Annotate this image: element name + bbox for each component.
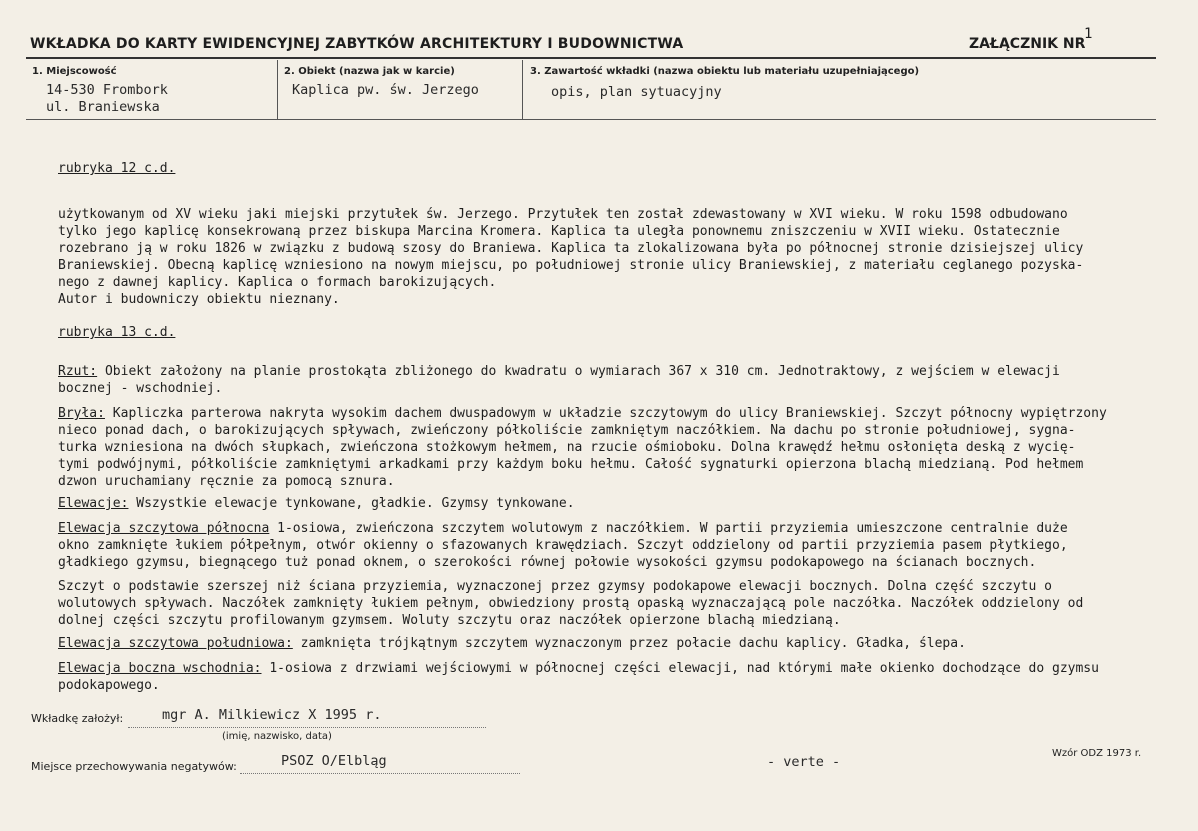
form-version: Wzór ODZ 1973 r. xyxy=(1052,748,1142,759)
field-1-label: 1. Miejscowość xyxy=(32,66,117,77)
verte-note: - verte - xyxy=(767,754,841,770)
negatives-value: PSOZ O/Elbląg xyxy=(281,753,387,769)
bryla-label: Bryła: xyxy=(58,406,105,421)
field-3-value: opis, plan sytuacyjny xyxy=(551,84,722,100)
paragraph-line: użytkowanym od XV wieku jaki miejski przytułek św. Jerzego. Przytułek ten został zdewastowany w XVI wieku. W roku 1598 odbudowano xyxy=(58,207,1068,222)
bryla-line: Bryła: Kapliczka parterowa nakryta wysokim dachem dwuspadowym w układzie szczytowym do ulicy Braniewskiej. Szczyt północny wypiętrzony xyxy=(58,406,1107,421)
elewacje-label: Elewacje: xyxy=(58,496,129,511)
founder-dotted-line xyxy=(128,726,486,728)
rzut-line: Rzut: Obiekt założony na planie prostokąta zbliżonego do kwadratu o wymiarach 367 x 310 cm. Jednotraktowy, z wejściem w elewacji xyxy=(58,364,1060,379)
paragraph-line: Szczyt o podstawie szerszej niż ściana przyziemia, wyznaczonej przez gzymsy podokapowe elewacji bocznych. Dolna część szczytu o xyxy=(58,579,1052,594)
attachment-label: ZAŁĄCZNIK NR xyxy=(969,36,1086,52)
negatives-label: Miejsce przechowywania negatywów: xyxy=(31,760,237,773)
paragraph-line: turka wzniesiona na dwóch słupkach, zwieńczona stożkowym hełmem, na rzucie ośmioboku. Dolna krawędź hełmu osłonięta deską z wycię- xyxy=(58,440,1076,455)
paragraph-line: tymi podwójnymi, półkoliście zamkniętymi arkadkami przy każdym boku hełmu. Całość sygnaturki opierzona blachą miedzianą. Pod hełmem xyxy=(58,457,1084,472)
paragraph-line: rozebrano ją w roku 1826 w związku z budową szosy do Braniewa. Kaplica ta zlokalizowana była po północnej stronie dzisiejszej ulicy xyxy=(58,241,1084,256)
founder-caption: (imię, nazwisko, data) xyxy=(222,731,332,742)
esp-line: Elewacja szczytowa północna 1-osiowa, zwieńczona szczytem wolutowym z naczółkiem. W partii przyziemia umieszczone centralnie duże xyxy=(58,521,1068,536)
espd-label: Elewacja szczytowa południowa: xyxy=(58,636,293,651)
paragraph-line: tylko jego kaplicę konsekrowaną przez biskupa Marcina Kromera. Kaplica ta uległa ponownemu zniszczeniu w XVII wieku. Ostatecznie xyxy=(58,224,1060,239)
paragraph-line: dzwon uruchamiany ręcznie za pomocą sznura. xyxy=(58,474,395,489)
paragraph-line: nieco ponad dach, o barokizujących spływach, zwieńczony półkoliście zamkniętym naczółkiem. Na dachu po stronie południowej, sygna- xyxy=(58,423,1076,438)
form-title: WKŁADKA DO KARTY EWIDENCYJNEJ ZABYTKÓW ARCHITEKTURY I BUDOWNICTWA xyxy=(30,36,684,52)
paragraph-line: podokapowego. xyxy=(58,678,160,693)
paragraph-line: dolnej części szczytu profilowanym gzymsem. Woluty szczytu oraz naczółek opierzone blachą miedzianą. xyxy=(58,613,841,628)
rzut-label: Rzut: xyxy=(58,364,98,379)
fields-bottom-rule xyxy=(26,119,1156,120)
paragraph-line: bocznej - wschodniej. xyxy=(58,381,223,396)
negatives-dotted-line xyxy=(240,772,520,774)
elewacje-line: Elewacje: Wszystkie elewacje tynkowane, gładkie. Gzymsy tynkowane. xyxy=(58,496,575,511)
header-rule xyxy=(26,57,1156,59)
field-2-label: 2. Obiekt (nazwa jak w karcie) xyxy=(284,66,455,77)
paragraph-line: Braniewskiej. Obecną kaplicę wzniesiono na nowym miejscu, po południowej stronie ulicy Braniewskiej, z materiału ceglanego pozyska- xyxy=(58,258,1084,273)
ebw-line: Elewacja boczna wschodnia: 1-osiowa z drzwiami wejściowymi w północnej części elewacji, nad którymi małe okienko dochodzące do gzymsu xyxy=(58,661,1099,676)
paragraph-line: gładkiego gzymsu, biegnącego tuż ponad oknem, o szerokości równej połowie wysokości gzymsu podokapowego na ścianach bocznych. xyxy=(58,555,1037,570)
founder-value: mgr A. Milkiewicz X 1995 r. xyxy=(162,707,382,723)
founder-label: Wkładkę założył: xyxy=(31,712,124,725)
paragraph-line: wolutowych spływach. Naczółek zamknięty łukiem pełnym, obwiedziony prostą opaską wyznaczającą pole naczółka. Naczółek oddzielony od xyxy=(58,596,1084,611)
field-divider xyxy=(277,60,278,120)
paragraph-line: okno zamknięte łukiem półpełnym, otwór okienny o sfazowanych krawędziach. Szczyt oddzielony od partii przyziemia pasem płytkiego, xyxy=(58,538,1068,553)
field-2-value: Kaplica pw. św. Jerzego xyxy=(292,82,479,98)
section-heading-12: rubryka 12 c.d. xyxy=(58,161,176,176)
field-1-line2: ul. Braniewska xyxy=(46,99,160,115)
field-divider xyxy=(522,60,523,120)
espd-line: Elewacja szczytowa południowa: zamknięta trójkątnym szczytem wyznaczonym przez połacie dachu kaplicy. Gładka, ślepa. xyxy=(58,636,966,651)
attachment-number: 1 xyxy=(1084,26,1093,42)
field-1-line1: 14-530 Frombork xyxy=(46,82,168,98)
field-3-label: 3. Zawartość wkładki (nazwa obiektu lub materiału uzupełniającego) xyxy=(530,66,920,77)
paragraph-line: Autor i budowniczy obiektu nieznany. xyxy=(58,292,340,307)
ebw-label: Elewacja boczna wschodnia: xyxy=(58,661,262,676)
paragraph-line: nego z dawnej kaplicy. Kaplica o formach barokizujących. xyxy=(58,275,497,290)
section-heading-13: rubryka 13 c.d. xyxy=(58,325,176,340)
esp-label: Elewacja szczytowa północna xyxy=(58,521,270,536)
